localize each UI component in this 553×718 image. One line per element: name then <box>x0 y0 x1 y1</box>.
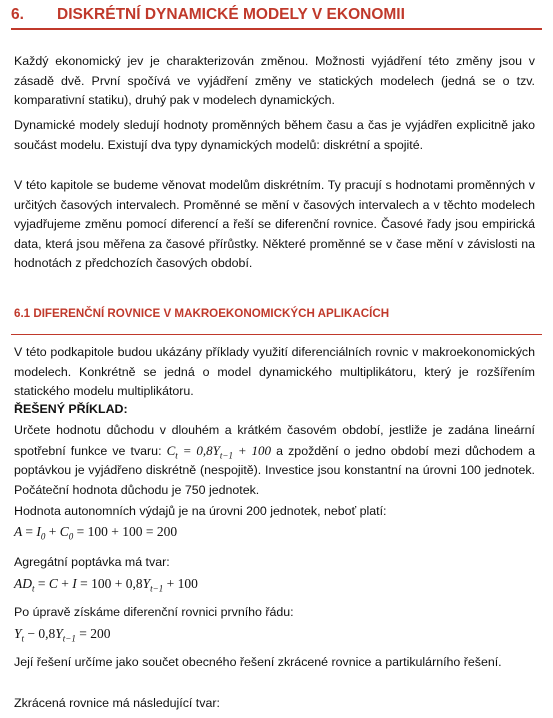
aggregate-demand-equation: $AD_t = C + I = 100 + 0,8Y_{t-1} + 100$ <box>14 576 198 594</box>
solved-example-heading: ŘEŠENÝ PŘÍKLAD: <box>14 402 128 416</box>
example-task-before: Určete hodnotu důchodu v dlouhém a krátkém časovém období, jestliže je zadána lineární spotřební funkce ve tvaru: <box>14 423 535 458</box>
section-title: 6.1 DIFERENČNÍ ROVNICE V MAKROEKONOMICKÝCH APLIKACÍCH <box>14 307 390 320</box>
paragraph-dynamic-models: Dynamické modely sledují hodnoty proměnných během času a čas je vyjádřen explicitně jako součást modelu. Existují dva typy dynamických modelů: diskrétní a spojité. <box>14 118 535 152</box>
difference-equation: $Y_t - 0,8Y_{t-1} = 200$ <box>14 626 111 644</box>
autonomous-expenditure-equation: $A = I_0 + C_0 = 100 + 100 = 200$ <box>14 524 178 542</box>
consumption-function-equation: $C_t = 0,8Y_{t-1} + 100$ <box>166 442 272 461</box>
chapter-title-text: DISKRÉTNÍ DYNAMICKÉ MODELY V EKONOMII <box>57 6 405 23</box>
paragraph-discrete-models: V této kapitole se budeme věnovat modelům diskrétním. Ty pracují s hodnotami proměnných v určitých časových intervalech. Proměnné se mění v časových intervalech a v těchto modelech vyjadřujeme změnu pomocí diferencí a řeší se diferenční rovnice. Časové řady jsou empirická data, která jsou měřena za časové přírůstky. Některé proměnné se v čase mění v závislosti na hodnotách z předchozích časových období. <box>14 178 535 270</box>
example-task <box>14 421 535 500</box>
example-task-after: a zpoždění o jedno období mezi důchodem a poptávkou je vyjádřeno diskrétně (nespojitě). Investice jsou konstantní na úrovni 100 jednotek. Počáteční hodnota důchodu je 750 jednotek. <box>14 443 535 497</box>
paragraph-section-intro: V této podkapitole budou ukázány příklady využití diferenciálních rovnic v makroekonomických modelech. Konkrétně se jedná o model dynamického multiplikátoru, který je rozšířením statického modelu multiplikátoru. <box>14 345 535 398</box>
reduced-equation-text: Zkrácená rovnice má následující tvar: <box>14 696 220 710</box>
chapter-title <box>11 6 546 24</box>
chapter-title-underline <box>11 28 542 30</box>
aggregate-demand-text: Agregátní poptávka má tvar: <box>14 555 170 569</box>
solution-text: Její řešení určíme jako součet obecného řešení zkrácené rovnice a partikulárního řešení. <box>14 655 502 669</box>
chapter-number: 6. <box>11 6 24 23</box>
section-title-underline <box>11 334 542 335</box>
difference-equation-text: Po úpravě získáme diferenční rovnici prvního řádu: <box>14 605 294 619</box>
paragraph-intro: Každý ekonomický jev je charakterizován změnou. Možnosti vyjádření této změny jsou v zásadě dvě. První spočívá ve vyjádření změny ve statických modelech (jedná se o tzv. komparativní statiku), druhý pak v modelech dynamických. <box>14 54 535 107</box>
autonomous-expenditure-text: Hodnota autonomních výdajů je na úrovni 200 jednotek, neboť platí: <box>14 504 387 518</box>
